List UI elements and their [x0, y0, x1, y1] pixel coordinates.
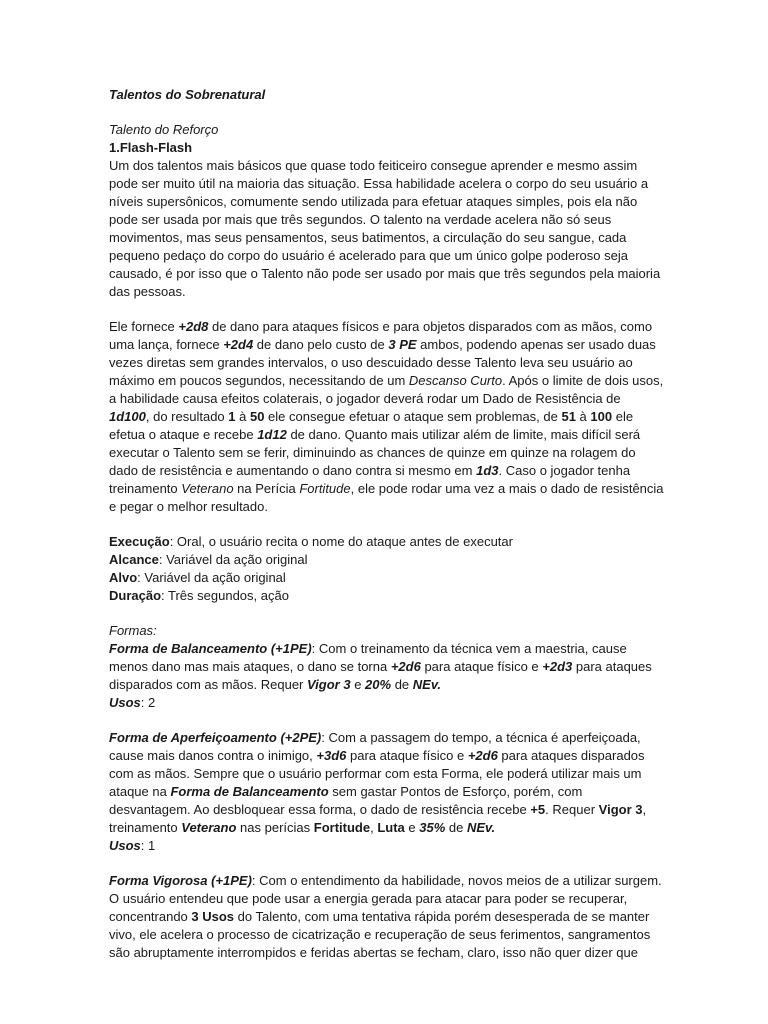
stat-alcance: Alcance: Variável da ação original	[109, 552, 308, 567]
forma-aperfeicoamento-usos: Usos: 1	[109, 838, 156, 853]
forma-balanceamento-usos: Usos: 2	[109, 695, 156, 710]
forma-aperfeicoamento: Forma de Aperfeiçoamento (+2PE): Com a passagem do tempo, a técnica é aperfeiçoada, cause mais danos contra o inimigo, +3d6 para ataque físico e +2d6 para ataques disparados com as mãos. Sempre que o usuário performar com esta Forma, ele poderá utilizar mais um ataque na Forma de Balanceamento sem gastar Pontos de Esforço, porém, com desvantagem. Ao desbloquear essa forma, o dado de resistência recebe +5. Requer Vigor 3, treinamento Veterano nas perícias Fortitude, Luta e 35% de NEv.	[109, 730, 647, 835]
forma-balanceamento: Forma de Balanceamento (+1PE): Com o treinamento da técnica vem a maestria, cause menos dano mas mais ataques, o dano se torna +2d6 para ataque físico e +2d3 para ataques disparados com as mãos. Requer Vigor 3 e 20% de NEv.	[109, 641, 652, 692]
talent-mechanics-paragraph: Ele fornece +2d8 de dano para ataques físicos e para objetos disparados com as mãos, como uma lança, fornece +2d4 de dano pelo custo de 3 PE ambos, podendo apenas ser usado duas vezes diretas sem grandes intervalos, o uso descuidado desse Talento leva seu usuário ao máximo em poucos segundos, necessitando de um Descanso Curto. Após o limite de dois usos, a habilidade causa efeitos colaterais, o jogador deverá rodar um Dado de Resistência de 1d100, do resultado 1 à 50 ele consegue efetuar o ataque sem problemas, de 51 à 100 ele efetua o ataque e recebe 1d12 de dano. Quanto mais utilizar além de limite, mais difícil será executar o Talento sem se ferir, diminuindo as chances de quinze em quinze na rolagem do dado de resistência e aumentando o dano contra si mesmo em 1d3. Caso o jogador tenha treinamento Veterano na Perícia Fortitude, ele pode rodar uma vez a mais o dado de resistência e pegar o melhor resultado.	[109, 319, 664, 514]
formas-label: Formas:	[109, 623, 157, 638]
talent-intro: Um dos talentos mais básicos que quase todo feiticeiro consegue aprender e mesmo assim pode ser muito útil na maioria das situação. Essa habilidade acelera o corpo do seu usuário a níveis supersônicos, comumente sendo utilizada para efetuar ataques simples, pois ela não pode ser usada por mais que três segundos. O talento na verdade acelera não só seus movimentos, mas seus pensamentos, seus batimentos, a circulação do seu sangue, cada pequeno pedaço do corpo do usuário é acelerado para que um único golpe poderoso seja causado, é por isso que o Talento não pode ser usado por mais que três segundos pela maioria das pessoas.	[109, 158, 661, 299]
stat-alvo: Alvo: Variável da ação original	[109, 570, 286, 585]
section-title: Talentos do Sobrenatural	[109, 87, 266, 102]
forma-vigorosa: Forma Vigorosa (+1PE): Com o entendimento da habilidade, novos meios de a utilizar surgem. O usuário entendeu que pode usar a energia gerada para atacar para poder se recuperar, concentrando 3 Usos do Talento, com uma tentativa rápida porém desesperada de se manter vivo, ele acelera o processo de cicatrização e recuperação de seus ferimentos, sangramentos são abruptamente interrompidos e feridas abertas se fecham, claro, isso não quer dizer que	[109, 873, 662, 960]
talent-name: 1.Flash-Flash	[109, 140, 193, 155]
stat-execucao: Execução: Oral, o usuário recita o nome do ataque antes de executar	[109, 534, 513, 549]
document-body	[109, 86, 664, 962]
stat-duracao: Duração: Três segundos, ação	[109, 588, 289, 603]
talent-category: Talento do Reforço	[109, 122, 219, 137]
